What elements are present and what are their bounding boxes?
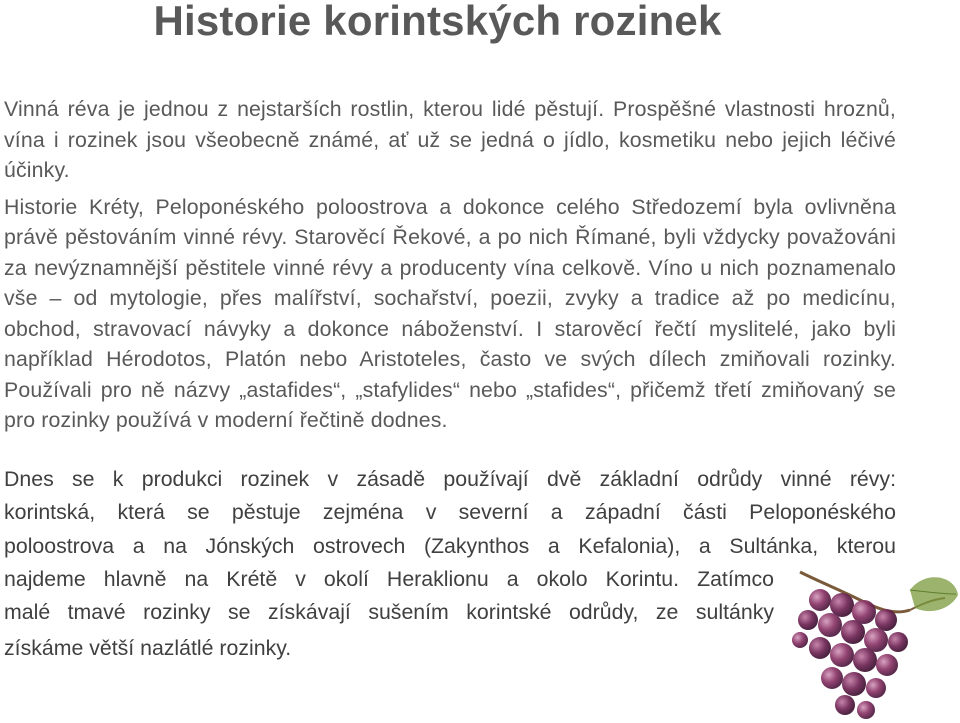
paragraph-varieties-line: poloostrova a na Jónských ostrovech (Zakynthos a Kefalonia), a Sultánka, kterou [4, 533, 896, 558]
paragraph-varieties-line: malé tmavé rozinky se získávají sušením korintské odrůdy, ze sultánky [4, 600, 774, 625]
paragraph-history: Historie Kréty, Peloponéského poloostrova a dokonce celého Středozemí byla ovlivněna právě pěstováním vinné révy. Starověcí Řekové, a po nich Římané, byli vždycky považováni za nevýznamnější pěstitele vinné révy a producenty vína celkově. Víno u nich poznamenalo vše – od mytologie, přes malířství, sochařství, poezii, zvyky a tradice až po medicínu, obchod, stravovací návyky a dokonce náboženství. I starověcí řečtí myslitelé, jako byli například Hérodotos, Platón nebo Aristoteles, často ve svých dílech zmiňovali rozinky. Používali pro ně názvy „astafides“, „stafylides“ nebo „stafides“, přičemž třetí zmiňovaný se pro rozinky používá v moderní řečtině dodnes. [4, 194, 896, 432]
paragraph-varieties-line: najdeme hlavně na Krétě v okolí Heraklionu a okolo Korintu. Zatímco [4, 566, 774, 591]
paragraph-varieties-line: Dnes se k produkci rozinek v zásadě používají dvě základní odrůdy vinné révy: [4, 467, 896, 491]
paragraph-varieties-line: korintská, která se pěstuje zejména v severní a západní části Peloponéského [4, 500, 896, 525]
body-text-upper [4, 94, 896, 436]
paragraph-intro: Vinná réva je jednou z nejstarších rostlin, kterou lidé pěstují. Prospěšné vlastnosti hroznů, vína i rozinek jsou všeobecně známé, ať už se jedná o jídlo, kosmetiku nebo jejich léčivé účinky. [4, 97, 896, 182]
watercolor-grapes-icon [760, 560, 960, 723]
slide-title: Historie korintských rozinek [153, 0, 722, 44]
paragraph-varieties-line: získáme větší nazlátlé rozinky. [4, 636, 292, 661]
